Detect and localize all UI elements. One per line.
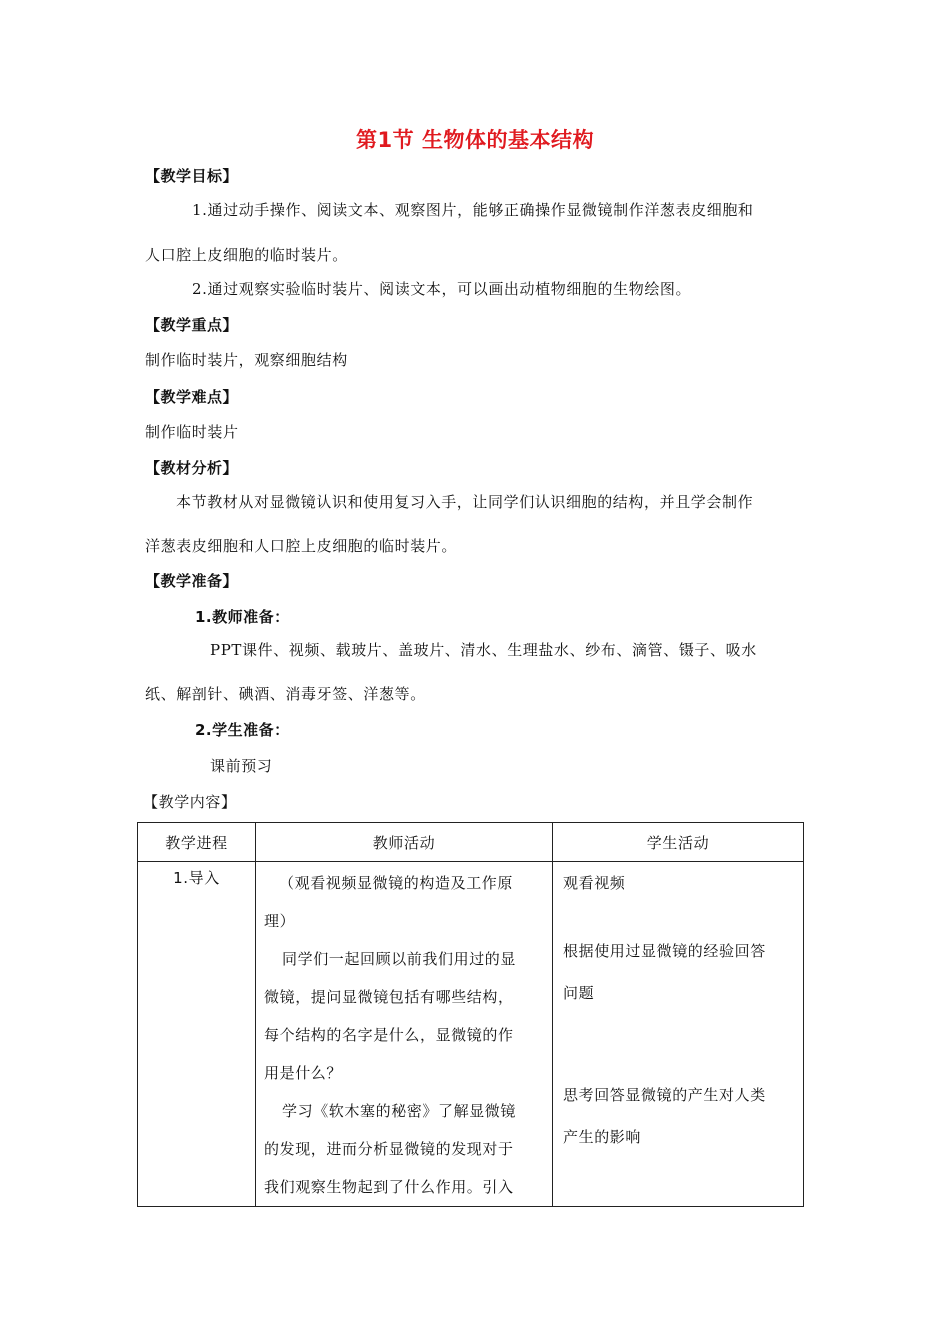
student-item: 问题 <box>563 984 595 1002</box>
objective-1-line-1: 1.通过动手操作、阅读文本、观察图片，能够正确操作显微镜制作洋葱表皮细胞和 <box>192 201 754 219</box>
teacher-line: 微镜，提问显微镜包括有哪些结构， <box>264 988 514 1006</box>
teacher-line: 用是什么？ <box>264 1064 343 1082</box>
teacher-line: 我们观察生物起到了什么作用。引入 <box>264 1178 514 1196</box>
page-title: 第1节 生物体的基本结构 <box>356 128 594 152</box>
teacher-line: 理） <box>264 912 296 930</box>
column-header-stage: 教学进程 <box>138 823 256 862</box>
teacher-prep-line-1: PPT课件、视频、载玻片、盖玻片、清水、生理盐水、纱布、滴管、镊子、吸水 <box>210 641 757 659</box>
stage-cell: 1.导入 <box>138 862 256 1207</box>
teacher-line: 的发现，进而分析显微镜的发现对于 <box>264 1140 514 1158</box>
difficulties-heading: 【教学难点】 <box>145 388 239 406</box>
objectives-heading: 【教学目标】 <box>145 167 239 185</box>
key-points-heading: 【教学重点】 <box>145 316 239 334</box>
student-activity-cell <box>553 862 804 1207</box>
student-item: 产生的影响 <box>563 1128 642 1146</box>
student-item: 根据使用过显微镜的经验回答 <box>563 942 766 960</box>
student-item: 思考回答显微镜的产生对人类 <box>563 1086 766 1104</box>
student-prep-heading: 2.学生准备： <box>195 721 290 739</box>
content-heading: 【教学内容】 <box>143 793 237 811</box>
teacher-line: 学习《软木塞的秘密》了解显微镜 <box>282 1102 517 1120</box>
teacher-line: （观看视频显微镜的构造及工作原 <box>279 874 514 892</box>
key-points-text: 制作临时装片，观察细胞结构 <box>145 351 348 369</box>
table-row <box>138 862 804 1207</box>
analysis-heading: 【教材分析】 <box>145 459 239 477</box>
difficulties-text: 制作临时装片 <box>145 423 239 441</box>
teacher-line: 每个结构的名字是什么，显微镜的作 <box>264 1026 514 1044</box>
table-header-row <box>138 823 804 862</box>
column-header-teacher: 教师活动 <box>256 823 553 862</box>
analysis-line-1: 本节教材从对显微镜认识和使用复习入手，让同学们认识细胞的结构，并且学会制作 <box>176 493 754 511</box>
teacher-prep-heading: 1.教师准备： <box>195 608 290 626</box>
lesson-table <box>137 822 804 1207</box>
student-item: 观看视频 <box>563 874 626 892</box>
objective-2: 2.通过观察实验临时装片、阅读文本，可以画出动植物细胞的生物绘图。 <box>192 280 692 298</box>
teacher-activity-cell <box>256 862 553 1207</box>
analysis-line-2: 洋葱表皮细胞和人口腔上皮细胞的临时装片。 <box>145 537 458 555</box>
student-prep-text: 课前预习 <box>210 757 273 775</box>
objective-1-line-2: 人口腔上皮细胞的临时装片。 <box>145 246 348 264</box>
teacher-prep-line-2: 纸、解剖针、碘酒、消毒牙签、洋葱等。 <box>145 685 426 703</box>
preparation-heading: 【教学准备】 <box>145 572 239 590</box>
column-header-student: 学生活动 <box>553 823 804 862</box>
teacher-line: 同学们一起回顾以前我们用过的显 <box>282 950 517 968</box>
